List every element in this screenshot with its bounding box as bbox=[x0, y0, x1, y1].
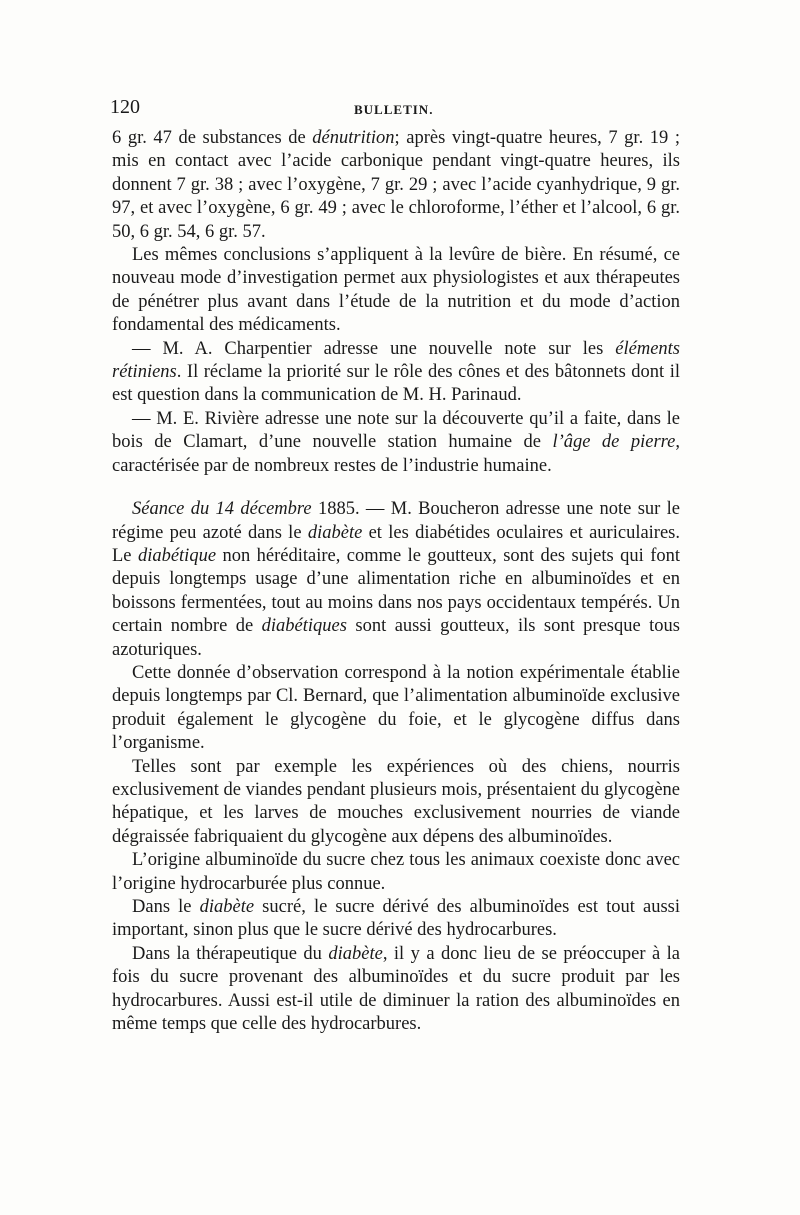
page-number: 120 bbox=[110, 96, 140, 118]
body-text bbox=[112, 127, 680, 1036]
paragraph: — M. A. Charpentier adresse une nouvelle note sur les éléments rétiniens. Il réclame la priorité sur le rôle des cônes et des bâtonnets dont il est question dans la communication de M. H. Parinaud. bbox=[112, 338, 680, 406]
paragraph: L’origine albuminoïde du sucre chez tous les animaux coexiste donc avec l’origine hydrocarburée plus connue. bbox=[112, 850, 680, 894]
session-paragraph: Séance du 14 décembre 1885. — M. Boucheron adresse une note sur le régime peu azoté dans le diabète et les diabétides oculaires et auriculaires. Le diabétique non héréditaire, comme le goutteux, sont des sujets qui font depuis longtemps usage d’une alimentation riche en albuminoïdes et en boissons fermentées, tout au moins dans nos pays occidentaux tempérés. Un certain nombre de diabétiques sont aussi goutteux, ils sont presque tous azoturiques. bbox=[112, 499, 681, 660]
paragraph: 6 gr. 47 de substances de dénutrition; après vingt-quatre heures, 7 gr. 19 ; mis en contact avec l’acide carbonique pendant vingt-quatre heures, ils donnent 7 gr. 38 ; avec l’oxygène, 7 gr. 29 ; avec l’acide cyanhydrique, 9 gr. 97, et avec l’oxygène, 6 gr. 49 ; avec le chloroforme, l’éther et l’alcool, 6 gr. 50, 6 gr. 54, 6 gr. 57. bbox=[112, 128, 680, 242]
running-head: BULLETIN. bbox=[354, 102, 434, 117]
paragraph: Dans la thérapeutique du diabète, il y a donc lieu de se préoccuper à la fois du sucre provenant des albuminoïdes et du sucre produit par les hydrocarbures. Aussi est-il utile de diminuer la ration des albuminoïdes en même temps que celle des hydrocarbures. bbox=[112, 943, 681, 1035]
paragraph: Cette donnée d’observation correspond à la notion expérimentale établie depuis longtemps par Cl. Bernard, que l’alimentation albuminoïde exclusive produit également le glycogène du foie, et le glycogène diffus dans l’organisme. bbox=[112, 662, 680, 754]
page-header bbox=[110, 96, 680, 126]
paragraph: Dans le diabète sucré, le sucre dérivé des albuminoïdes est tout aussi important, sinon plus que le sucre dérivé des hydrocarbures. bbox=[112, 897, 681, 941]
paragraph: — M. E. Rivière adresse une note sur la découverte qu’il a faite, dans le bois de Clamart, d’une nouvelle station humaine de l’âge de pierre, caractérisée par de nombreux restes de l’industrie humaine. bbox=[112, 408, 680, 476]
paragraph: Telles sont par exemple les expériences où des chiens, nourris exclusivement de viandes pendant plusieurs mois, présentaient du glycogène hépatique, et les larves de mouches exclusivement nourries de viande dégraissée fabriquaient du glycogène aux dépens des albuminoïdes. bbox=[112, 756, 680, 847]
session-date: Séance du 14 décembre bbox=[132, 499, 312, 520]
paragraph: Les mêmes conclusions s’appliquent à la levûre de bière. En résumé, ce nouveau mode d’investigation permet aux physiologistes et aux thérapeutes de pénétrer plus avant dans l’étude de la nutrition et du mode d’action fondamental des médicaments. bbox=[112, 245, 680, 336]
